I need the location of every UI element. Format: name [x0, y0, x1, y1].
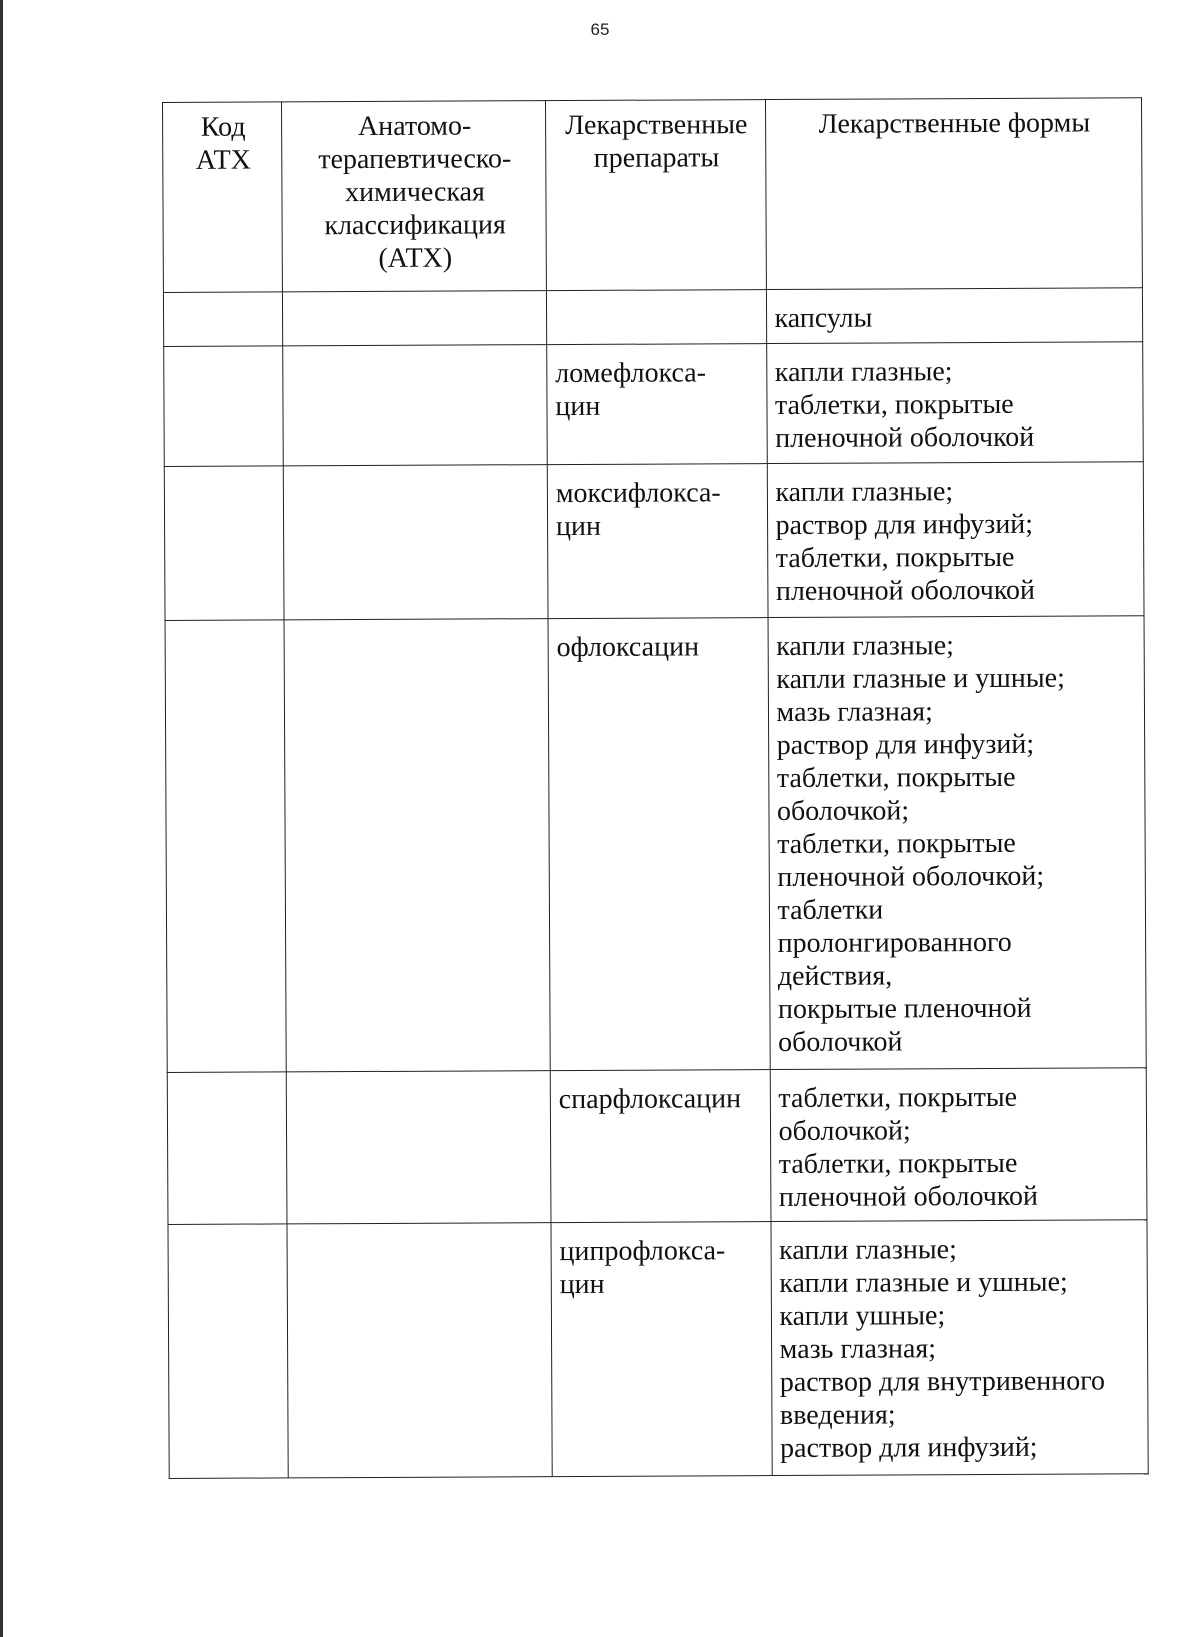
table-row	[163, 288, 1142, 347]
cell-code	[167, 1072, 287, 1225]
header-drugs: Лекарственные препараты	[545, 100, 766, 291]
cell-drug: ломефлокса- цин	[547, 344, 767, 465]
scan-left-edge	[0, 0, 3, 1637]
cell-forms: капли глазные; раствор для инфузий; таблетки, покрытые пленочной оболочкой	[767, 462, 1144, 618]
cell-forms: таблетки, покрытые оболочкой; таблетки, покрытые пленочной оболочкой	[770, 1068, 1147, 1222]
table-header-row	[163, 98, 1143, 293]
table-row	[168, 1220, 1148, 1479]
cell-code	[164, 466, 284, 621]
cell-drug: офлоксацин	[548, 618, 770, 1071]
cell-classification	[284, 619, 550, 1072]
cell-code	[163, 292, 282, 347]
cell-classification	[283, 345, 547, 466]
cell-code	[168, 1224, 288, 1479]
cell-drug: ципрофлокса- цин	[551, 1222, 772, 1477]
cell-forms: капли глазные; капли глазные и ушные; мазь глазная; раствор для инфузий; таблетки, покрытые оболочкой; таблетки, покрытые пленочной оболочкой; таблетки пролонгированного действия, покрытые пленочной оболочкой	[768, 616, 1147, 1070]
cell-forms: капли глазные; капли глазные и ушные; капли ушные; мазь глазная; раствор для внутривенного введения; раствор для инфузий;	[770, 1220, 1148, 1476]
header-dosage-forms: Лекарственные формы	[765, 98, 1142, 290]
header-atx-classification: Анатомо- терапевтическо- химическая классификация (АТХ)	[282, 101, 547, 292]
cell-forms: капли глазные; таблетки, покрытые пленочной оболочкой	[766, 342, 1143, 464]
table-row	[165, 616, 1146, 1073]
table-row	[164, 342, 1144, 467]
cell-classification	[287, 1223, 552, 1478]
cell-forms: капсулы	[766, 288, 1143, 344]
header-code-atx: Код АТХ	[163, 102, 283, 293]
cell-classification	[283, 465, 547, 620]
cell-code	[165, 620, 286, 1073]
cell-classification	[286, 1071, 550, 1224]
table-row	[164, 462, 1144, 621]
page-number: 65	[590, 20, 610, 39]
cell-classification	[283, 291, 547, 346]
atx-drug-table	[162, 97, 1149, 1479]
cell-drug: моксифлокса- цин	[547, 464, 767, 619]
table-row	[167, 1068, 1147, 1225]
cell-drug: спарфлоксацин	[550, 1070, 770, 1223]
cell-drug	[546, 290, 766, 345]
cell-code	[164, 346, 284, 467]
